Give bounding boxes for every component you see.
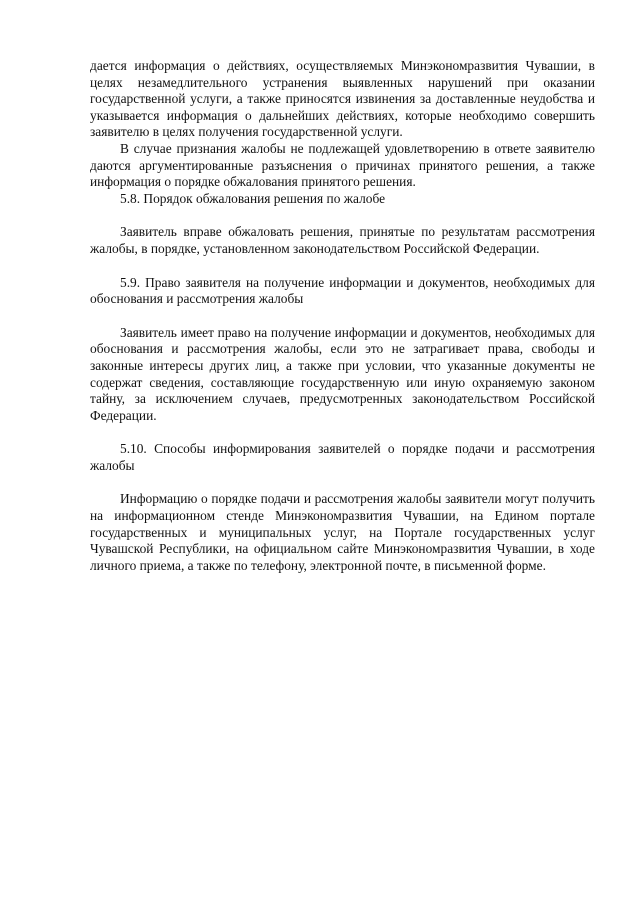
paragraph-continuation: дается информация о действиях, осуществляемых Минэкономразвития Чувашии, в целях незамедлительного устранения выявленных нарушений при оказании государственной услуги, а также приносятся извинения за доставленные неудобства и указывается информация о дальнейших действиях, которые необходимо совершить заявителю в целях получения государственной услуги.: [90, 58, 595, 140]
document-body: [90, 58, 595, 574]
paragraph-rejection-response: В случае признания жалобы не подлежащей удовлетворению в ответе заявителю даются аргументированные разъяснения о причинах принятого решения, а также информация о порядке обжалования принятого решения.: [90, 140, 595, 190]
section-heading-5-10: 5.10. Способы информирования заявителей о порядке подачи и рассмотрения жалобы: [90, 441, 595, 473]
section-body-5-10: Информацию о порядке подачи и рассмотрения жалобы заявители могут получить на информационном стенде Минэкономразвития Чувашии, на Едином портале государственных и муниципальных услуг, на Портале государственных услуг Чувашской Республики, на официальном сайте Минэкономразвития Чувашии, в ходе личного приема, а также по телефону, электронной почте, в письменной форме.: [90, 491, 595, 573]
section-heading-5-9: 5.9. Право заявителя на получение информации и документов, необходимых для обоснования и рассмотрения жалобы: [90, 274, 595, 307]
section-heading-5-8: 5.8. Порядок обжалования решения по жалобе: [120, 190, 386, 206]
section-body-5-9: Заявитель имеет право на получение информации и документов, необходимых для обоснования и рассмотрения жалобы, если это не затрагивает права, свободы и законные интересы других лиц, а также при условии, что указанные документы не содержат сведения, составляющие государственную или иную охраняемую законом тайну, за исключением случаев, предусмотренных законодательством Российской Федерации.: [90, 324, 595, 423]
section-body-5-8: Заявитель вправе обжаловать решения, принятые по результатам рассмотрения жалобы, в порядке, установленном законодательством Российской Федерации.: [90, 224, 595, 256]
